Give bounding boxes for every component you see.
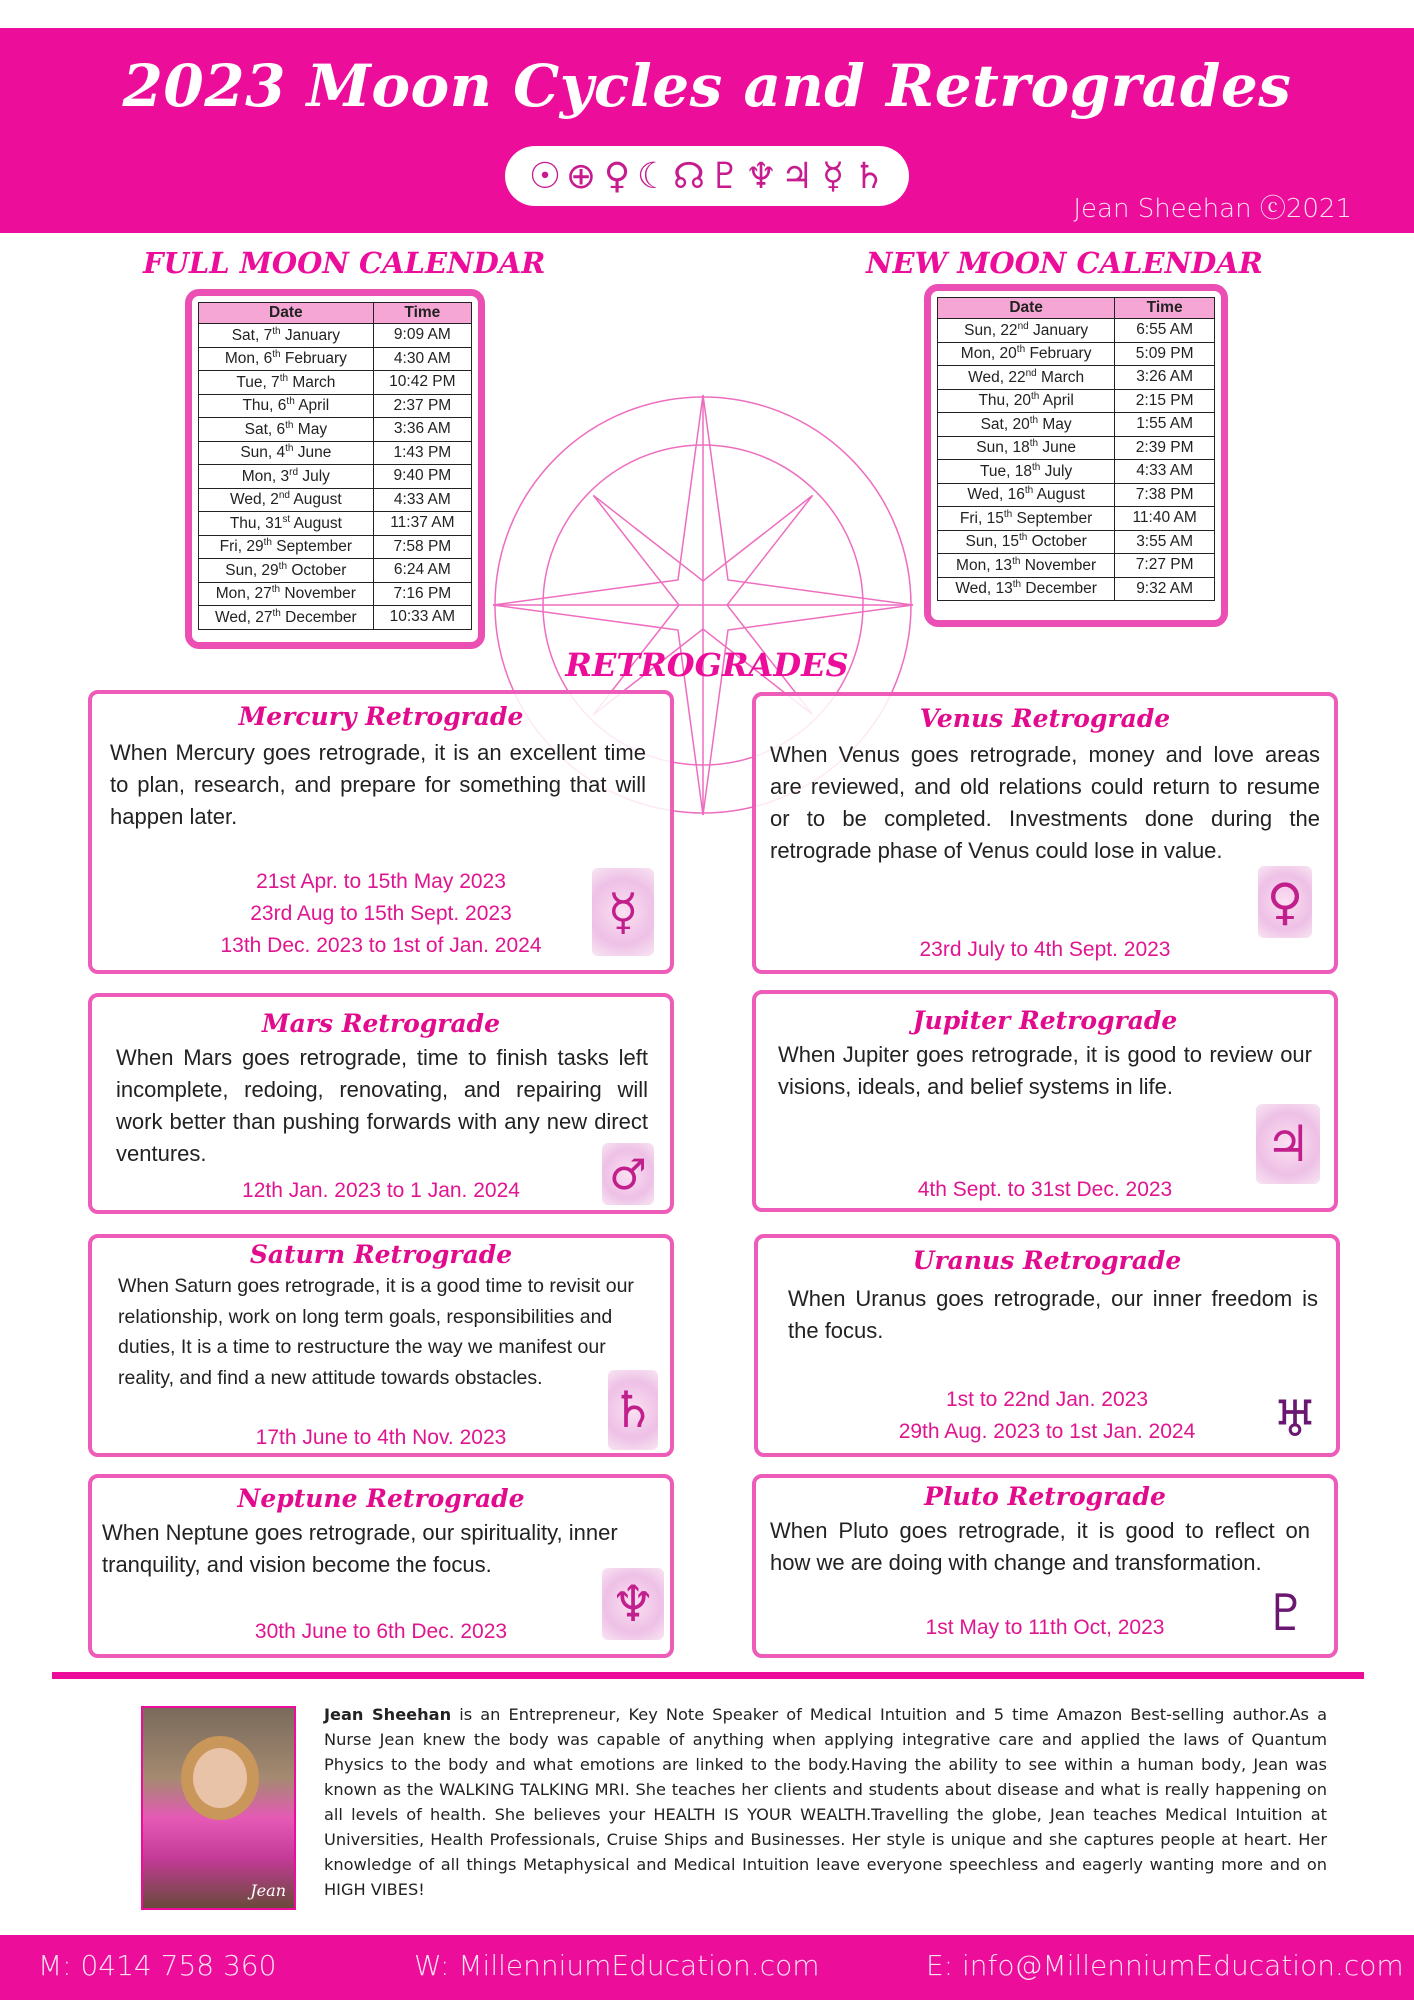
date-cell: Thu, 20th April <box>938 389 1115 413</box>
table-row <box>938 554 1215 578</box>
neptune-icon: ♆ <box>602 1568 664 1640</box>
table-row <box>199 582 472 606</box>
card-text: When Venus goes retrograde, money and love areas are reviewed, and old relations could return to resume or to be completed. Investments done during the retrograde phase of Venus could lose in value. <box>770 742 1320 863</box>
date-range: 17th June to 4th Nov. 2023 <box>255 1426 507 1449</box>
date-cell: Fri, 29th September <box>199 535 374 559</box>
card-text: When Mercury goes retrograde, it is an excellent time to plan, research, and prepare for something that will happen later. <box>110 740 646 829</box>
column-header-date: Date <box>199 303 374 324</box>
date-cell: Sat, 7th January <box>199 324 374 348</box>
neptune-retrograde-card <box>88 1474 674 1658</box>
card-text: When Jupiter goes retrograde, it is good to review our visions, ideals, and belief systems in life. <box>778 1042 1312 1099</box>
table-row <box>938 507 1215 531</box>
card-text: When Pluto goes retrograde, it is good to reflect on how we are doing with change and transformation. <box>770 1518 1310 1575</box>
date-range: 23rd July to 4th Sept. 2023 <box>919 938 1171 961</box>
card-title: Uranus Retrograde <box>912 1246 1182 1275</box>
full-moon-table <box>198 302 472 630</box>
footer-mobile[interactable]: M: 0414 758 360 <box>38 1949 277 1982</box>
date-cell: Fri, 15th September <box>938 507 1115 531</box>
venus-icon: ♀ <box>603 155 631 197</box>
date-range: 4th Sept. to 31st Dec. 2023 <box>917 1178 1173 1201</box>
column-header-time: Time <box>1115 298 1215 319</box>
date-cell: Sun, 22nd January <box>938 319 1115 343</box>
author-portrait <box>193 1748 247 1808</box>
date-cell: Mon, 13th November <box>938 554 1115 578</box>
date-cell: Thu, 31st August <box>199 512 374 536</box>
jupiter-icon: ♃ <box>1256 1104 1320 1184</box>
photo-signature: Jean <box>250 1881 286 1900</box>
card-text: When Uranus goes retrograde, our inner freedom is the focus. <box>788 1286 1318 1343</box>
table-row <box>938 483 1215 507</box>
card-title: Mars Retrograde <box>261 1009 501 1038</box>
time-cell: 10:42 PM <box>373 371 471 395</box>
time-cell: 9:32 AM <box>1115 577 1215 601</box>
date-range-list <box>92 1175 670 1207</box>
author-name: Jean Sheehan <box>324 1705 452 1724</box>
date-range: 13th Dec. 2023 to 1st of Jan. 2024 <box>220 934 542 957</box>
card-text: When Saturn goes retrograde, it is a good time to revisit our relationship, work on long term goals, responsibilities and duties, It is a time to restructure the way we manifest our reality, and find a new attitude towards obstacles. <box>118 1275 634 1389</box>
date-cell: Wed, 2nd August <box>199 488 374 512</box>
venus-retrograde-card <box>752 692 1338 974</box>
date-cell: Tue, 18th July <box>938 460 1115 484</box>
date-cell: Thu, 6th April <box>199 394 374 418</box>
table-row <box>199 465 472 489</box>
table-row <box>199 347 472 371</box>
table-row <box>199 441 472 465</box>
time-cell: 11:37 AM <box>373 512 471 536</box>
planet-symbols-strip <box>505 146 909 206</box>
table-row <box>199 535 472 559</box>
card-title: Venus Retrograde <box>919 704 1171 733</box>
date-cell: Sun, 18th June <box>938 436 1115 460</box>
table-row <box>938 530 1215 554</box>
saturn-retrograde-card <box>88 1234 674 1457</box>
date-range-list <box>92 1616 670 1648</box>
date-range-list <box>92 866 670 962</box>
date-range: 29th Aug. 2023 to 1st Jan. 2024 <box>898 1420 1196 1443</box>
time-cell: 3:55 AM <box>1115 530 1215 554</box>
date-range-list <box>756 1174 1334 1206</box>
footer-website-link[interactable]: W: MillenniumEducation.com <box>414 1949 820 1982</box>
column-header-time: Time <box>373 303 471 324</box>
node-icon: ☊ <box>673 155 705 197</box>
sun-icon: ☉ <box>528 155 562 197</box>
new-moon-table <box>937 297 1215 601</box>
date-cell: Tue, 7th March <box>199 371 374 395</box>
table-row <box>938 577 1215 601</box>
date-cell: Sat, 20th May <box>938 413 1115 437</box>
table-row <box>938 389 1215 413</box>
table-row <box>199 371 472 395</box>
card-title: Jupiter Retrograde <box>912 1006 1178 1035</box>
date-range-list <box>758 1384 1336 1448</box>
date-cell: Sun, 15th October <box>938 530 1115 554</box>
mars-retrograde-card <box>88 993 674 1214</box>
copyright-text: Jean Sheehan ⓒ2021 <box>1073 194 1352 224</box>
column-header-date: Date <box>938 298 1115 319</box>
time-cell: 3:26 AM <box>1115 366 1215 390</box>
table-row <box>199 512 472 536</box>
table-row <box>199 488 472 512</box>
pluto-icon: ♇ <box>708 155 742 197</box>
card-title: Mercury Retrograde <box>238 702 524 731</box>
time-cell: 9:09 AM <box>373 324 471 348</box>
date-range: 21st Apr. to 15th May 2023 <box>256 870 506 893</box>
moon-icon: ☾ <box>636 155 670 197</box>
date-range: 30th June to 6th Dec. 2023 <box>254 1620 508 1643</box>
date-range: 23rd Aug to 15th Sept. 2023 <box>250 902 512 925</box>
section-divider <box>52 1672 1364 1679</box>
table-row <box>199 606 472 630</box>
new-moon-heading: NEW MOON CALENDAR <box>866 246 1263 280</box>
author-photo <box>141 1706 296 1910</box>
time-cell: 2:37 PM <box>373 394 471 418</box>
table-row <box>199 394 472 418</box>
mercury-icon: ☿ <box>592 868 654 956</box>
time-cell: 6:55 AM <box>1115 319 1215 343</box>
mars-icon: ♂ <box>602 1143 654 1205</box>
time-cell: 4:30 AM <box>373 347 471 371</box>
time-cell: 7:58 PM <box>373 535 471 559</box>
date-cell: Sun, 29th October <box>199 559 374 583</box>
mercury-icon: ☿ <box>821 155 845 197</box>
date-cell: Wed, 22nd March <box>938 366 1115 390</box>
earth-icon: ⊕ <box>565 155 597 197</box>
time-cell: 10:33 AM <box>373 606 471 630</box>
new-moon-calendar <box>924 284 1228 627</box>
table-row <box>199 559 472 583</box>
date-cell: Wed, 27th December <box>199 606 374 630</box>
retrogrades-heading: RETROGRADES <box>565 646 849 684</box>
date-cell: Sun, 4th June <box>199 441 374 465</box>
uranus-retrograde-card <box>754 1234 1340 1457</box>
date-range: 1st May to 11th Oct, 2023 <box>925 1616 1165 1639</box>
bio-text: is an Entrepreneur, Key Note Speaker of Medical Intuition and 5 time Amazon Best-selling author.As a Nurse Jean knew the body was capable of anything when applying integrative care and applied the laws of Quantum Physics to the body and what emotions are linked to the body.Having the ability to see within a human body, Jean was known as the WALKING TALKING MRI. She teaches her clients and students about disease and what is really happening on all levels of health. She believes your HEALTH IS YOUR WEALTH.Travelling the globe, Jean teaches Medical Intuition at Universities, Health Professionals, Cruise Ships and Businesses. Her style is unique and she captures people at heart. Her knowledge of all things Metaphysical and Medical Intuition leave everyone speechless and eagerly wanting more and on HIGH VIBES! <box>324 1705 1327 1899</box>
date-cell: Wed, 16th August <box>938 483 1115 507</box>
time-cell: 4:33 AM <box>1115 460 1215 484</box>
table-row <box>938 413 1215 437</box>
table-row <box>938 436 1215 460</box>
time-cell: 7:16 PM <box>373 582 471 606</box>
date-cell: Mon, 20th February <box>938 342 1115 366</box>
saturn-icon: ♄ <box>608 1370 658 1450</box>
jupiter-icon: ♃ <box>780 155 814 197</box>
card-text: When Mars goes retrograde, time to finish tasks left incomplete, redoing, renovating, and repairing will work better than pushing forwards with any new direct ventures. <box>116 1045 648 1166</box>
time-cell: 11:40 AM <box>1115 507 1215 531</box>
date-range: 12th Jan. 2023 to 1 Jan. 2024 <box>242 1179 520 1202</box>
mercury-retrograde-card <box>88 690 674 974</box>
jupiter-retrograde-card <box>752 990 1338 1212</box>
date-cell: Sat, 6th May <box>199 418 374 442</box>
uranus-icon: ♅ <box>1272 1390 1318 1448</box>
date-range-list <box>756 934 1334 966</box>
saturn-icon: ♄ <box>852 155 886 197</box>
time-cell: 1:55 AM <box>1115 413 1215 437</box>
card-title: Pluto Retrograde <box>924 1482 1166 1511</box>
pluto-retrograde-card <box>752 1474 1338 1658</box>
time-cell: 7:27 PM <box>1115 554 1215 578</box>
author-bio <box>324 1702 1327 1902</box>
time-cell: 2:15 PM <box>1115 389 1215 413</box>
card-title: Neptune Retrograde <box>237 1484 525 1513</box>
date-range: 1st to 22nd Jan. 2023 <box>946 1388 1148 1411</box>
card-text: When Neptune goes retrograde, our spirituality, inner tranquility, and vision become the focus. <box>102 1520 618 1577</box>
date-range-list <box>756 1612 1334 1644</box>
table-row <box>938 319 1215 343</box>
time-cell: 7:38 PM <box>1115 483 1215 507</box>
pluto-icon: ♇ <box>1263 1584 1309 1642</box>
table-row <box>938 342 1215 366</box>
table-row <box>199 418 472 442</box>
time-cell: 5:09 PM <box>1115 342 1215 366</box>
time-cell: 1:43 PM <box>373 441 471 465</box>
full-moon-calendar <box>185 289 485 649</box>
table-row <box>938 366 1215 390</box>
time-cell: 6:24 AM <box>373 559 471 583</box>
time-cell: 4:33 AM <box>373 488 471 512</box>
date-cell: Wed, 13th December <box>938 577 1115 601</box>
date-range-list <box>92 1422 670 1454</box>
time-cell: 2:39 PM <box>1115 436 1215 460</box>
card-title: Saturn Retrograde <box>249 1240 513 1269</box>
neptune-icon: ♆ <box>744 155 778 197</box>
footer-bar <box>0 1935 1414 2000</box>
full-moon-heading: FULL MOON CALENDAR <box>143 246 546 280</box>
time-cell: 9:40 PM <box>373 465 471 489</box>
date-cell: Mon, 6th February <box>199 347 374 371</box>
table-row <box>199 324 472 348</box>
date-cell: Mon, 3rd July <box>199 465 374 489</box>
venus-icon: ♀ <box>1258 866 1312 938</box>
footer-email-link[interactable]: E: info@MillenniumEducation.com <box>926 1949 1404 1982</box>
time-cell: 3:36 AM <box>373 418 471 442</box>
date-cell: Mon, 27th November <box>199 582 374 606</box>
table-row <box>938 460 1215 484</box>
page-title: 2023 Moon Cycles and Retrogrades <box>122 52 1292 120</box>
